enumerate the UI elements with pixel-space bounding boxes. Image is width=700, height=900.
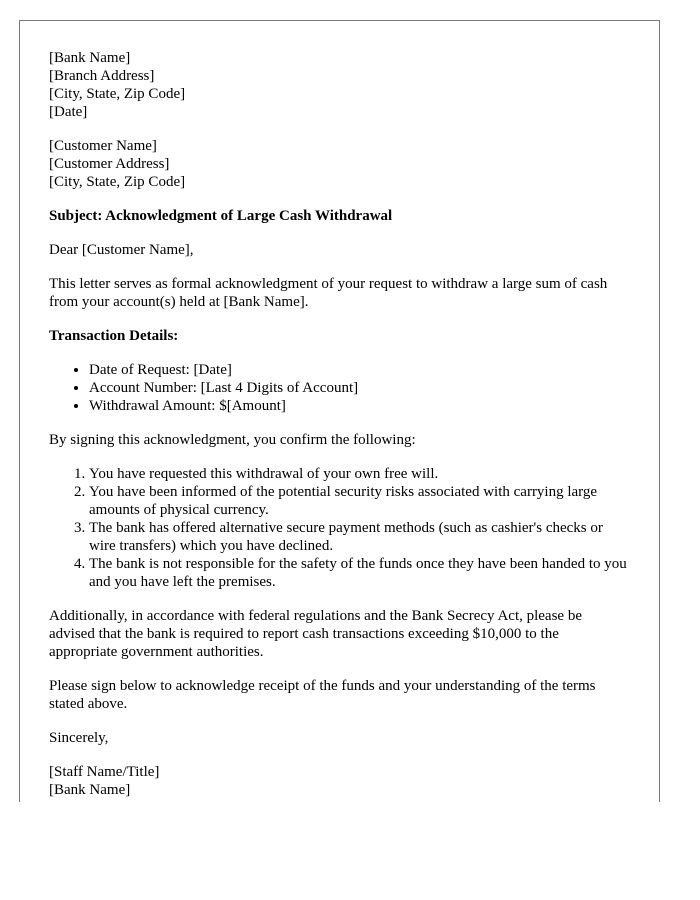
transaction-details-list <box>49 361 630 415</box>
intro-paragraph: This letter serves as formal acknowledgment of your request to withdraw a large sum of cash from your account(s) held at [Bank Name]. <box>49 276 608 310</box>
transaction-details-heading: Transaction Details: <box>49 328 179 344</box>
closing: Sincerely, <box>49 730 109 746</box>
detail-item-date: • Date of Request: [Date] <box>89 361 630 379</box>
confirmation-item: 4. The bank is not responsible for the safety of the funds once they have been handed to you and you have left the premises. <box>89 555 630 591</box>
sender-address-block <box>49 49 630 121</box>
regulation-paragraph: Additionally, in accordance with federal regulations and the Bank Secrecy Act, please be advised that the bank is required to report cash transactions exceeding $10,000 to the appropriate government authorities. <box>49 608 582 660</box>
signature-bank-name: [Bank Name] <box>49 782 131 798</box>
salutation: Dear [Customer Name], <box>49 242 194 258</box>
recipient-city-state-zip: [City, State, Zip Code] <box>49 174 186 190</box>
confirmation-list <box>49 465 630 591</box>
sender-bank-name: [Bank Name] <box>49 50 131 66</box>
sender-branch-address: [Branch Address] <box>49 68 155 84</box>
detail-item-amount: • Withdrawal Amount: $[Amount] <box>89 397 630 415</box>
sender-city-state-zip: [City, State, Zip Code] <box>49 86 186 102</box>
instruction-paragraph: Please sign below to acknowledge receipt of the funds and your understanding of the terms stated above. <box>49 678 596 712</box>
recipient-name: [Customer Name] <box>49 138 157 154</box>
confirmation-item: 2. You have been informed of the potential security risks associated with carrying large amounts of physical currency. <box>89 483 630 519</box>
recipient-address: [Customer Address] <box>49 156 170 172</box>
confirmation-lead: By signing this acknowledgment, you confirm the following: <box>49 432 416 448</box>
confirmation-item: 1. You have requested this withdrawal of your own free will. <box>89 465 630 483</box>
staff-name-title: [Staff Name/Title] <box>49 764 160 780</box>
confirmation-item: 3. The bank has offered alternative secure payment methods (such as cashier's checks or wire transfers) which you have declined. <box>89 519 630 555</box>
letter-page <box>19 20 660 802</box>
signature-block <box>49 763 630 799</box>
detail-item-account: • Account Number: [Last 4 Digits of Account] <box>89 379 630 397</box>
letter-date: [Date] <box>49 104 88 120</box>
subject-line: Subject: Acknowledgment of Large Cash Withdrawal <box>49 208 393 224</box>
recipient-address-block <box>49 137 630 191</box>
